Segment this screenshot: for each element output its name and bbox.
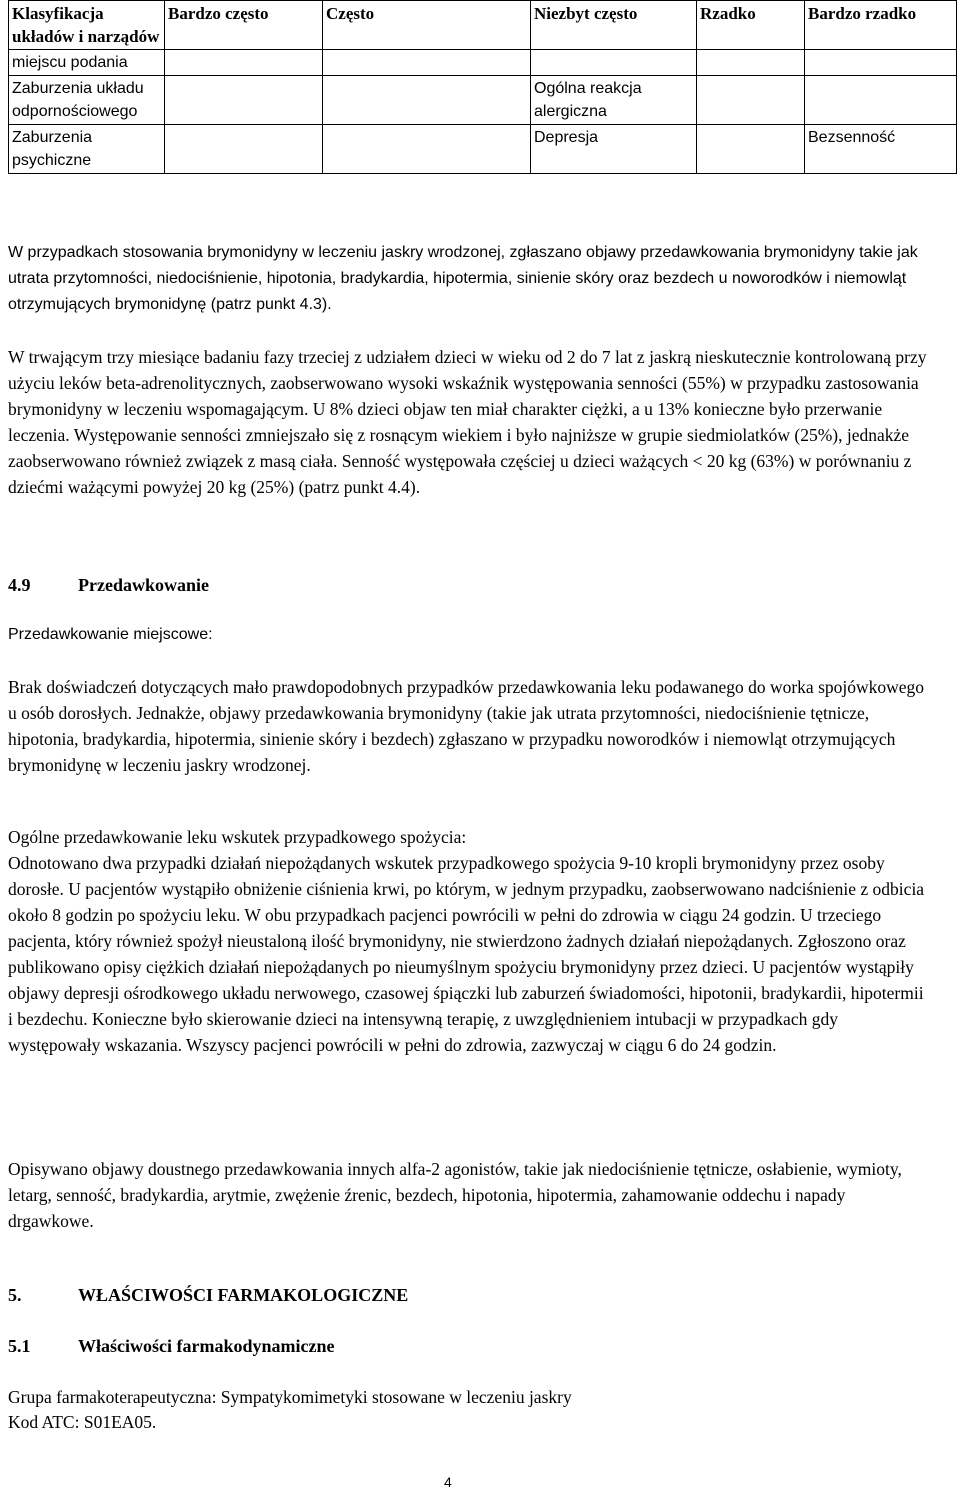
general-overdose-heading: Ogólne przedawkowanie leku wskutek przypadkowego spożycia: [8,827,467,847]
section-title: Przedawkowanie [78,575,209,595]
paragraph-general-overdose: Odnotowano dwa przypadki działań niepożądanych wskutek przypadkowego spożycia 9-10 kropli brymonidyny przez osoby dorosłe. U pacjentów wystąpiło obniżenie ciśnienia krwi, po którym, w jednym przypadku, zaobserwowano nadciśnienie z odbicia około 8 godzin po spożyciu leku. W obu przypadkach pacjenci powrócili w pełni do zdrowia w ciągu 24 godzin. U trzeciego pacjenta, który również spożył nieustaloną ilość brymonidyny, nie stwierdzono żadnych działań niepożądanych. Zgłoszono oraz publikowano opisy ciężkich działań niepożądanych po nieumyślnym spożyciu brymonidyny przez dzieci. U pacjentów wystąpiły objawy depresji ośrodkowego układu nerwowego, czasowej śpiączki lub zaburzeń świadomości, hipotonii, bradykardii, hipotermii i bezdechu. Konieczne było skierowanie dzieci na intensywną terapię, z uwzględnieniem intubacji w przypadkach gdy występowały wskazania. Wszyscy pacjenci powrócili w pełni do zdrowia, zazwyczaj w ciągu 6 do 24 godzin. [8,853,925,1055]
table-cell [531,50,697,76]
header-very-common: Bardzo często [165,1,323,50]
section-number: 4.9 [8,575,31,595]
header-common: Często [323,1,531,50]
header-very-rare: Bardzo rzadko [805,1,957,50]
table-cell [697,125,805,174]
table-row [9,125,957,174]
table-cell: Depresja [531,125,697,174]
table-cell [165,76,323,125]
section-heading-5 [8,1282,928,1308]
table-cell [323,50,531,76]
header-rare: Rzadko [697,1,805,50]
table-header-row [9,1,957,50]
paragraph-somnolence-study: W trwającym trzy miesiące badaniu fazy trzeciej z udziałem dzieci w wieku od 2 do 7 lat z jaskrą nieskutecznie kontrolowaną przy użyciu leków beta-adrenolitycznych, zaobserwowano wysoki wskaźnik występowania senności (55%) w przypadku zastosowania brymonidyny w leczeniu wspomagającym. U 8% dzieci objaw ten miał charakter ciężki, a u 13% konieczne było przerwanie leczenia. Występowanie senności zmniejszało się z rosnącym wiekiem i było najniższe w grupie siedmiolatków (25%), jednakże zaobserwowano również związek z masą ciała. Senność występowała częściej u dzieci ważących < 20 kg (63%) w porównaniu z dziećmi ważącymi powyżej 20 kg (25%) (patrz punkt 4.4). [8,347,927,497]
table-cell [323,125,531,174]
paragraph-overdose-congenital-glaucoma: W przypadkach stosowania brymonidyny w leczeniu jaskry wrodzonej, zgłaszano objawy przedawkowania brymonidyny takie jak utrata przytomności, niedociśnienie, hipotonia, bradykardia, hipotermia, sinienie skóry oraz bezdech u noworodków i niemowląt otrzymujących brymonidynę (patrz punkt 4.3). [8,244,918,313]
section-number: 5.1 [8,1336,31,1356]
table-cell [697,76,805,125]
table-cell [323,76,531,125]
row-classification: Zaburzenia układu odpornościowego [9,76,165,125]
row-classification: miejscu podania [9,50,165,76]
page-number: 4 [444,1474,452,1490]
local-overdose-heading: Przedawkowanie miejscowe: [8,626,213,643]
table-cell: Bezsenność [805,125,957,174]
pharmacotherapeutic-group: Grupa farmakoterapeutyczna: Sympatykomimetyki stosowane w leczeniu jaskry [8,1387,572,1407]
section-title: WŁAŚCIWOŚCI FARMAKOLOGICZNE [78,1285,409,1305]
section-heading-4-9 [8,572,928,598]
paragraph-local-overdose: Brak doświadczeń dotyczących mało prawdopodobnych przypadków przedawkowania leku podawanego do worka spojówkowego u osób dorosłych. Jednakże, objawy przedawkowania brymonidyny (takie jak utrata przytomności, niedociśnienie tętnicze, hipotonia, bradykardia, hipotermia, sinienie skóry i bezdech) zgłaszano w przypadku noworodków i niemowląt otrzymujących brymonidynę w leczeniu jaskry wrodzonej. [8,677,925,775]
table-cell [697,50,805,76]
table-row [9,76,957,125]
header-uncommon: Niezbyt często [531,1,697,50]
table-cell [805,76,957,125]
adverse-effects-table [8,0,957,174]
section-heading-5-1 [8,1333,928,1359]
section-number: 5. [8,1285,22,1305]
table-cell [165,50,323,76]
paragraph-alpha2-overdose: Opisywano objawy doustnego przedawkowania innych alfa-2 agonistów, takie jak niedociśnienie tętnicze, osłabienie, wymioty, letarg, senność, bradykardia, arytmie, zwężenie źrenic, bezdech, hipotonia, hipotermia, zahamowanie oddechu i napady drgawkowe. [8,1159,902,1231]
header-classification: Klasyfikacja układów i narządów [9,1,165,50]
row-classification: Zaburzenia psychiczne [9,125,165,174]
atc-code: Kod ATC: S01EA05. [8,1412,157,1432]
table-cell: Ogólna reakcja alergiczna [531,76,697,125]
table-cell [805,50,957,76]
section-title: Właściwości farmakodynamiczne [78,1336,335,1356]
table-cell [165,125,323,174]
table-row [9,50,957,76]
